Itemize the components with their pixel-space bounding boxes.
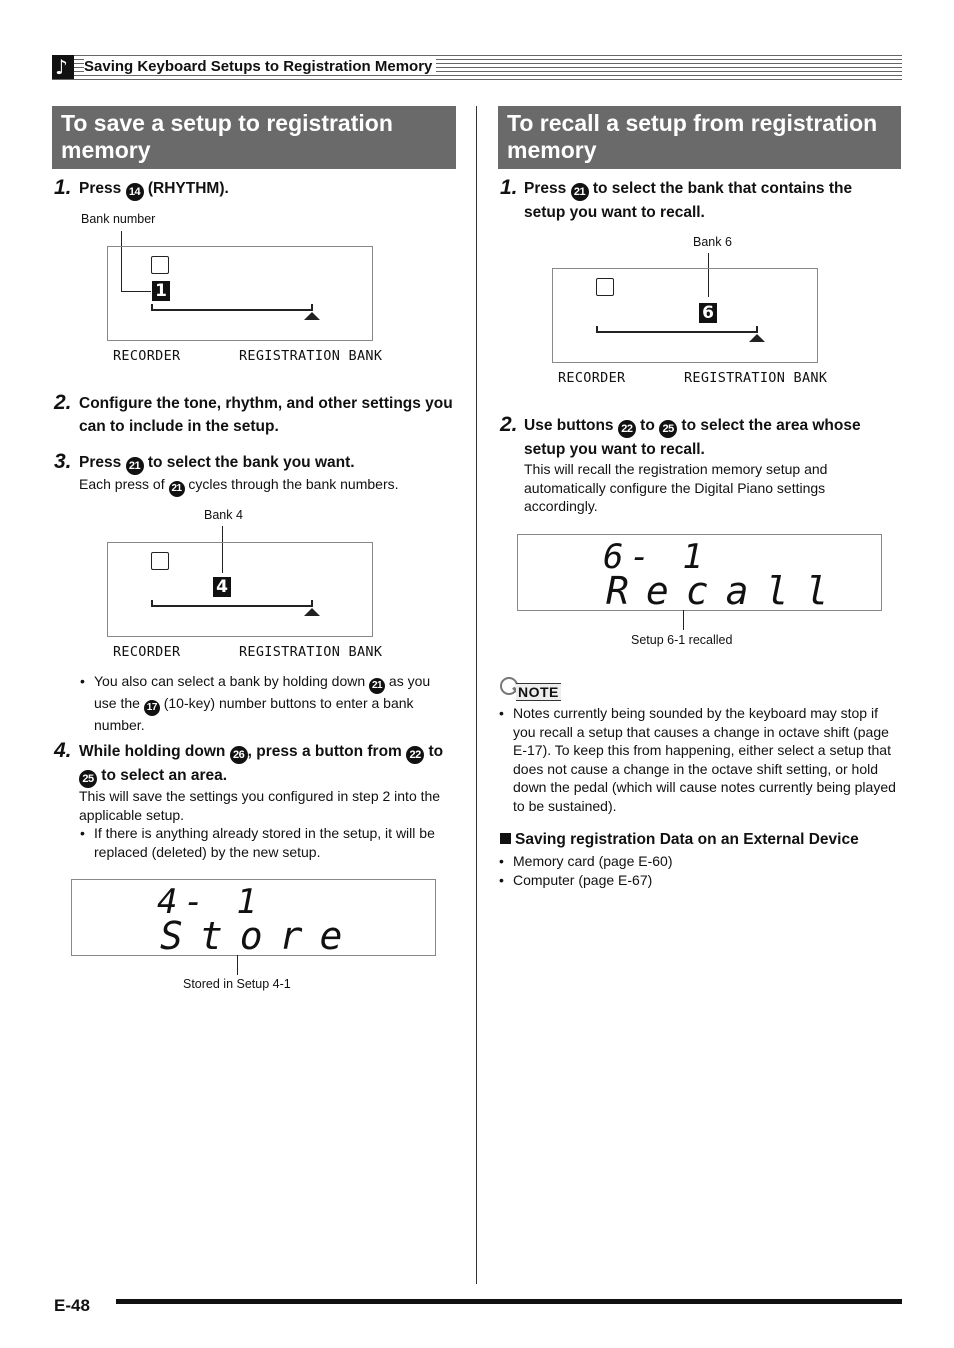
step-number: 1. [54, 176, 72, 199]
step-1-instruction: Press 14 (RHYTHM). [79, 177, 229, 201]
lcd-display [552, 268, 818, 363]
lcd-line-1: 6- 1 [603, 537, 709, 577]
step-4-body: This will save the settings you configured in step 2 into the applicable setup. [79, 788, 441, 823]
lcd-line-2: Recall [606, 569, 846, 613]
button-26-icon: 26 [230, 746, 248, 764]
section-title-save: To save a setup to registration memory [52, 106, 456, 169]
button-21-icon: 21 [571, 183, 589, 201]
scale-line [151, 605, 313, 607]
registration-bank-indicator [749, 334, 765, 342]
button-22-icon: 22 [406, 746, 424, 764]
leader-line [237, 955, 238, 975]
step-2-instruction: Configure the tone, rhythm, and other settings you can to include in the setup. [79, 395, 453, 435]
recorder-label: RECORDER [113, 348, 181, 364]
step-3-body: Each press of 21 cycles through the bank numbers. [79, 475, 399, 497]
recalled-caption: Setup 6-1 recalled [631, 633, 733, 647]
lcd-display [107, 542, 373, 637]
square-bullet-icon [500, 833, 511, 844]
recorder-indicator [151, 552, 169, 570]
registration-bank-label: REGISTRATION BANK [239, 644, 383, 660]
step-4-instruction: While holding down 26 , press a button from 22 to 25 to select an area. [79, 740, 459, 788]
external-device-heading: Saving registration Data on an External Device [500, 828, 859, 851]
page-number: E-48 [54, 1296, 90, 1315]
lcd-store-display [71, 879, 436, 956]
button-22-icon: 22 [618, 420, 636, 438]
step-number: 2. [500, 413, 518, 436]
lcd-line-2: Store [160, 914, 360, 958]
lcd-display [107, 246, 373, 341]
scale-line [151, 309, 313, 311]
bank-number-caption: Bank number [81, 212, 156, 226]
section-title-recall: To recall a setup from registration memory [498, 106, 901, 169]
step-number: 1. [500, 176, 518, 199]
registration-bank-label: REGISTRATION BANK [239, 348, 383, 364]
note-bullet: • Notes currently being sounded by the keyboard may stop if you recall a setup that causes a change in octave shift (page E-17). To keep this from happening, either select a setup that does not cause a change in the octave shift setting, or hold down the pedal (which will cause notes currently being played to be sustained). [499, 705, 896, 814]
registration-bank-indicator [304, 312, 320, 320]
step-number: 3. [54, 450, 72, 473]
bullet-item: • If there is anything already stored in the setup, it will be replaced (deleted) by the new setup. [80, 825, 435, 860]
recorder-indicator [151, 256, 169, 274]
step-2-body: This will recall the registration memory setup and automatically configure the Digital Piano settings accordingly. [524, 461, 828, 514]
bullet-item: • You also can select a bank by holding down 21 as you use the 17 (10-key) number buttons to enter a bank number. [80, 673, 431, 733]
list-item: • Computer (page E-67) [499, 872, 653, 888]
scale-tick [311, 600, 313, 606]
button-21-icon: 21 [169, 481, 185, 497]
button-25-icon: 25 [79, 770, 97, 788]
bank-digit: 1 [152, 281, 170, 301]
running-header-title: Saving Keyboard Setups to Registration Memory [84, 58, 436, 75]
step-3-instruction: Press 21 to select the bank you want. [79, 451, 355, 475]
column-divider [476, 106, 477, 1284]
scale-tick [311, 304, 313, 310]
registration-bank-indicator [304, 608, 320, 616]
button-21-icon: 21 [126, 457, 144, 475]
step-1-instruction: Press 21 to select the bank that contains the setup you want to recall. [524, 180, 853, 221]
step-number: 2. [54, 391, 72, 414]
music-note-icon: ♪ [52, 55, 74, 79]
recorder-indicator [596, 278, 614, 296]
leader-line [683, 610, 684, 630]
lcd-line-1: 4- 1 [157, 882, 263, 922]
bank-digit: 4 [213, 577, 231, 597]
step-2-instruction: Use buttons 22 to 25 to select the area whose setup you want to recall. [524, 417, 861, 458]
footer-rule [116, 1299, 902, 1304]
list-item: • Memory card (page E-60) [499, 853, 673, 869]
stored-caption: Stored in Setup 4-1 [183, 977, 291, 991]
button-14-icon: 14 [126, 183, 144, 201]
recorder-label: RECORDER [558, 370, 626, 386]
bank-digit: 6 [699, 303, 717, 323]
button-25-icon: 25 [659, 420, 677, 438]
scale-line [596, 331, 758, 333]
bank-4-caption: Bank 4 [204, 508, 243, 522]
recorder-label: RECORDER [113, 644, 181, 660]
bank-6-caption: Bank 6 [693, 235, 732, 249]
button-17-icon: 17 [144, 700, 160, 716]
button-21-icon: 21 [369, 678, 385, 694]
lcd-recall-display [517, 534, 882, 611]
scale-tick [756, 326, 758, 332]
note-label: NOTE [518, 684, 559, 700]
registration-bank-label: REGISTRATION BANK [684, 370, 828, 386]
step-number: 4. [54, 739, 72, 762]
